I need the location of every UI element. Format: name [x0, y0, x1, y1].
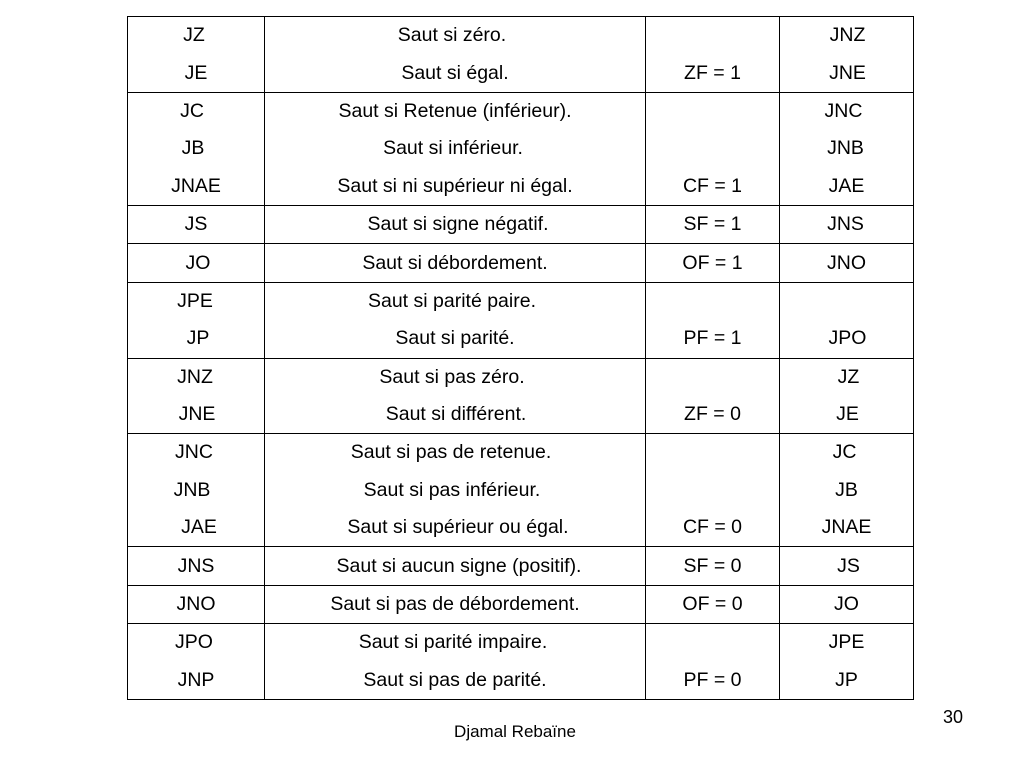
mnemonic-cell — [128, 358, 265, 396]
flag-cell — [646, 624, 780, 662]
opposite-text: JC — [832, 441, 857, 464]
mnemonic-cell — [128, 130, 265, 167]
mnemonic-cell — [128, 396, 265, 434]
table-row — [128, 92, 914, 130]
table-row — [128, 168, 914, 206]
jump-table-body — [128, 17, 914, 700]
flag-cell — [646, 282, 780, 320]
opposite-text: JPO — [828, 327, 867, 350]
flag-cell — [646, 434, 780, 472]
mnemonic-cell — [128, 662, 265, 700]
flag-cell — [646, 92, 780, 130]
opposite-text: JNC — [824, 99, 863, 122]
mnemonic-cell — [128, 54, 265, 92]
opposite-cell — [780, 92, 914, 130]
flag-cell — [646, 509, 780, 547]
opposite-cell — [780, 434, 914, 472]
mnemonic-cell — [128, 585, 265, 623]
mnemonic-text: JE — [184, 61, 208, 84]
description-text: Saut si inférieur. — [383, 137, 523, 160]
mnemonic-cell — [128, 17, 265, 55]
table-row — [128, 17, 914, 55]
table-row — [128, 320, 914, 358]
mnemonic-cell — [128, 205, 265, 243]
mnemonic-text: JNS — [177, 554, 215, 577]
opposite-cell — [780, 358, 914, 396]
description-text: Saut si pas de parité. — [363, 668, 547, 691]
flag-cell — [646, 17, 780, 55]
flag-cell — [646, 54, 780, 92]
opposite-text: JE — [836, 403, 859, 426]
description-text: Saut si égal. — [401, 61, 509, 84]
mnemonic-text: JNO — [176, 593, 216, 616]
opposite-text: JAE — [828, 174, 865, 197]
flag-cell — [646, 547, 780, 585]
description-cell — [265, 205, 646, 243]
opposite-cell — [780, 17, 914, 55]
flag-cell — [646, 244, 780, 282]
opposite-text: JNZ — [829, 24, 866, 47]
description-text: Saut si Retenue (inférieur). — [338, 99, 572, 122]
table-row — [128, 509, 914, 547]
mnemonic-cell — [128, 282, 265, 320]
description-text: Saut si pas zéro. — [379, 365, 525, 388]
table-row — [128, 396, 914, 434]
mnemonic-text: JS — [184, 213, 208, 236]
opposite-text: JNE — [829, 61, 866, 84]
opposite-text: JP — [835, 668, 858, 691]
description-cell — [265, 92, 646, 130]
flag-cell — [646, 205, 780, 243]
flag-text: CF = 0 — [682, 516, 743, 539]
mnemonic-cell — [128, 547, 265, 585]
description-cell — [265, 472, 646, 509]
table-row — [128, 244, 914, 282]
description-text: Saut si pas de débordement. — [330, 593, 580, 616]
description-cell — [265, 54, 646, 92]
mnemonic-text: JNC — [175, 441, 213, 464]
description-text: Saut si signe négatif. — [367, 213, 549, 236]
mnemonic-cell — [128, 472, 265, 509]
flag-cell — [646, 585, 780, 623]
mnemonic-text: JC — [180, 99, 204, 122]
opposite-cell — [780, 168, 914, 206]
flag-cell — [646, 168, 780, 206]
flag-text: PF = 1 — [683, 327, 742, 350]
opposite-text: JNS — [827, 213, 864, 236]
description-cell — [265, 244, 646, 282]
description-text: Saut si zéro. — [397, 24, 507, 47]
opposite-text: JPE — [828, 631, 865, 654]
mnemonic-text: JNE — [178, 403, 216, 426]
description-cell — [265, 585, 646, 623]
flag-cell — [646, 130, 780, 167]
table-row — [128, 662, 914, 700]
table-row — [128, 585, 914, 623]
opposite-cell — [780, 509, 914, 547]
mnemonic-text: JPO — [175, 631, 213, 654]
description-text: Saut si parité impaire. — [358, 631, 548, 654]
table-row — [128, 547, 914, 585]
mnemonic-text: JZ — [183, 24, 205, 47]
description-cell — [265, 358, 646, 396]
opposite-cell — [780, 54, 914, 92]
description-text: Saut si différent. — [385, 403, 527, 426]
description-text: Saut si aucun signe (positif). — [336, 554, 582, 577]
description-cell — [265, 547, 646, 585]
opposite-cell — [780, 547, 914, 585]
opposite-cell — [780, 205, 914, 243]
description-cell — [265, 662, 646, 700]
description-cell — [265, 130, 646, 167]
description-cell — [265, 320, 646, 358]
flag-text: SF = 1 — [683, 213, 742, 236]
opposite-text: JNAE — [821, 516, 872, 539]
table-row — [128, 130, 914, 167]
opposite-cell — [780, 662, 914, 700]
table-row — [128, 54, 914, 92]
opposite-text: JNO — [827, 251, 866, 274]
mnemonic-text: JNAE — [171, 174, 221, 197]
opposite-text: JS — [837, 554, 860, 577]
opposite-cell — [780, 130, 914, 167]
description-text: Saut si parité paire. — [367, 289, 536, 312]
table-row — [128, 205, 914, 243]
mnemonic-text: JO — [185, 251, 211, 274]
description-text: Saut si pas inférieur. — [363, 478, 541, 501]
opposite-cell — [780, 282, 914, 320]
description-text: Saut si parité. — [395, 327, 515, 350]
flag-text: OF = 0 — [682, 593, 743, 616]
flag-cell — [646, 662, 780, 700]
flag-text: PF = 0 — [683, 668, 742, 691]
opposite-text: JB — [835, 478, 858, 501]
opposite-text: JNB — [827, 137, 864, 160]
flag-text: SF = 0 — [683, 554, 742, 577]
description-cell — [265, 509, 646, 547]
mnemonic-text: JNB — [173, 478, 211, 501]
description-cell — [265, 17, 646, 55]
flag-text: OF = 1 — [682, 251, 743, 274]
flag-cell — [646, 472, 780, 509]
opposite-cell — [780, 624, 914, 662]
footer-author: Djamal Rebaïne — [454, 722, 576, 741]
table-row — [128, 472, 914, 509]
slide-number: 30 — [942, 707, 963, 727]
description-cell — [265, 282, 646, 320]
mnemonic-text: JNP — [177, 668, 215, 691]
opposite-cell — [780, 320, 914, 358]
mnemonic-text: JAE — [181, 516, 217, 539]
flag-text: CF = 1 — [682, 174, 743, 197]
description-text: Saut si débordement. — [362, 251, 548, 274]
flag-cell — [646, 358, 780, 396]
opposite-cell — [780, 472, 914, 509]
mnemonic-cell — [128, 509, 265, 547]
description-cell — [265, 168, 646, 206]
mnemonic-text: JP — [186, 327, 210, 350]
description-cell — [265, 434, 646, 472]
flag-text: ZF = 1 — [684, 61, 741, 84]
mnemonic-cell — [128, 624, 265, 662]
description-cell — [265, 624, 646, 662]
mnemonic-cell — [128, 320, 265, 358]
flag-text: ZF = 0 — [684, 403, 741, 426]
mnemonic-cell — [128, 244, 265, 282]
description-text: Saut si supérieur ou égal. — [347, 516, 569, 539]
table-row — [128, 282, 914, 320]
description-text: Saut si pas de retenue. — [350, 441, 552, 464]
flag-cell — [646, 396, 780, 434]
opposite-cell — [780, 396, 914, 434]
opposite-cell — [780, 585, 914, 623]
table-row — [128, 358, 914, 396]
opposite-text: JZ — [837, 365, 860, 388]
mnemonic-text: JB — [181, 137, 205, 160]
jump-instructions-table — [127, 16, 914, 700]
table-row — [128, 434, 914, 472]
description-cell — [265, 396, 646, 434]
mnemonic-cell — [128, 434, 265, 472]
mnemonic-text: JNZ — [177, 365, 213, 388]
mnemonic-cell — [128, 168, 265, 206]
description-text: Saut si ni supérieur ni égal. — [337, 174, 573, 197]
mnemonic-cell — [128, 92, 265, 130]
opposite-cell — [780, 244, 914, 282]
opposite-text: JO — [834, 593, 859, 616]
flag-cell — [646, 320, 780, 358]
mnemonic-text: JPE — [177, 289, 213, 312]
table-row — [128, 624, 914, 662]
